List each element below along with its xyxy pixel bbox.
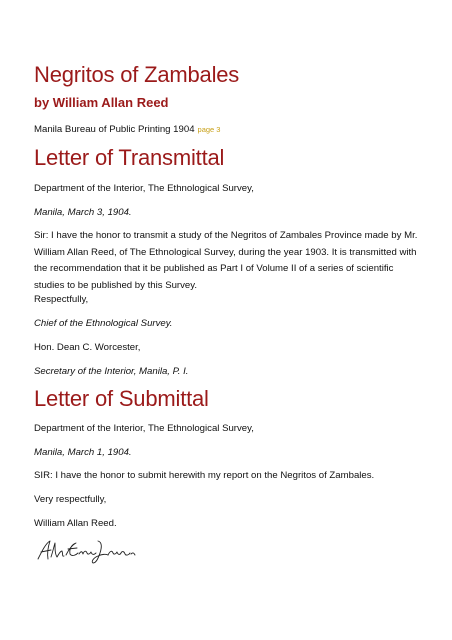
submittal-signer: William Allan Reed. [34,518,117,529]
transmittal-body: Sir: I have the honor to transmit a study of the Negritos of Zambales Province made by Mr. William Allan Reed, of The Ethnological Survey, during the year 1903. It is transmitted with the recommendation that it be published as Part I of Volume II of a series of scientific studies to be published by this Survey. [34,230,418,291]
submittal-heading: Letter of Submittal [34,386,209,411]
imprint-text: Manila Bureau of Public Printing 1904 [34,124,195,135]
submittal-closing: Very respectfully, [34,494,107,505]
transmittal-addressee-title: Secretary of the Interior, Manila, P. I. [34,366,189,377]
transmittal-closing: Respectfully, [34,294,89,305]
transmittal-addressee: Hon. Dean C. Worcester, [34,342,141,353]
transmittal-signer-title: Chief of the Ethnological Survey. [34,318,173,329]
transmittal-department: Department of the Interior, The Ethnological Survey, [34,183,254,194]
submittal-dateline: Manila, March 1, 1904. [34,447,132,458]
byline: by William Allan Reed [34,95,169,110]
imprint-line [34,124,220,136]
page-link[interactable]: page 3 [197,125,221,134]
transmittal-heading: Letter of Transmittal [34,145,225,170]
submittal-body: SIR: I have the honor to submit herewith my report on the Negritos of Zambales. [34,470,375,481]
handwritten-signature [36,537,138,565]
submittal-department: Department of the Interior, The Ethnological Survey, [34,423,254,434]
transmittal-dateline: Manila, March 3, 1904. [34,207,132,218]
document-title: Negritos of Zambales [34,62,240,87]
